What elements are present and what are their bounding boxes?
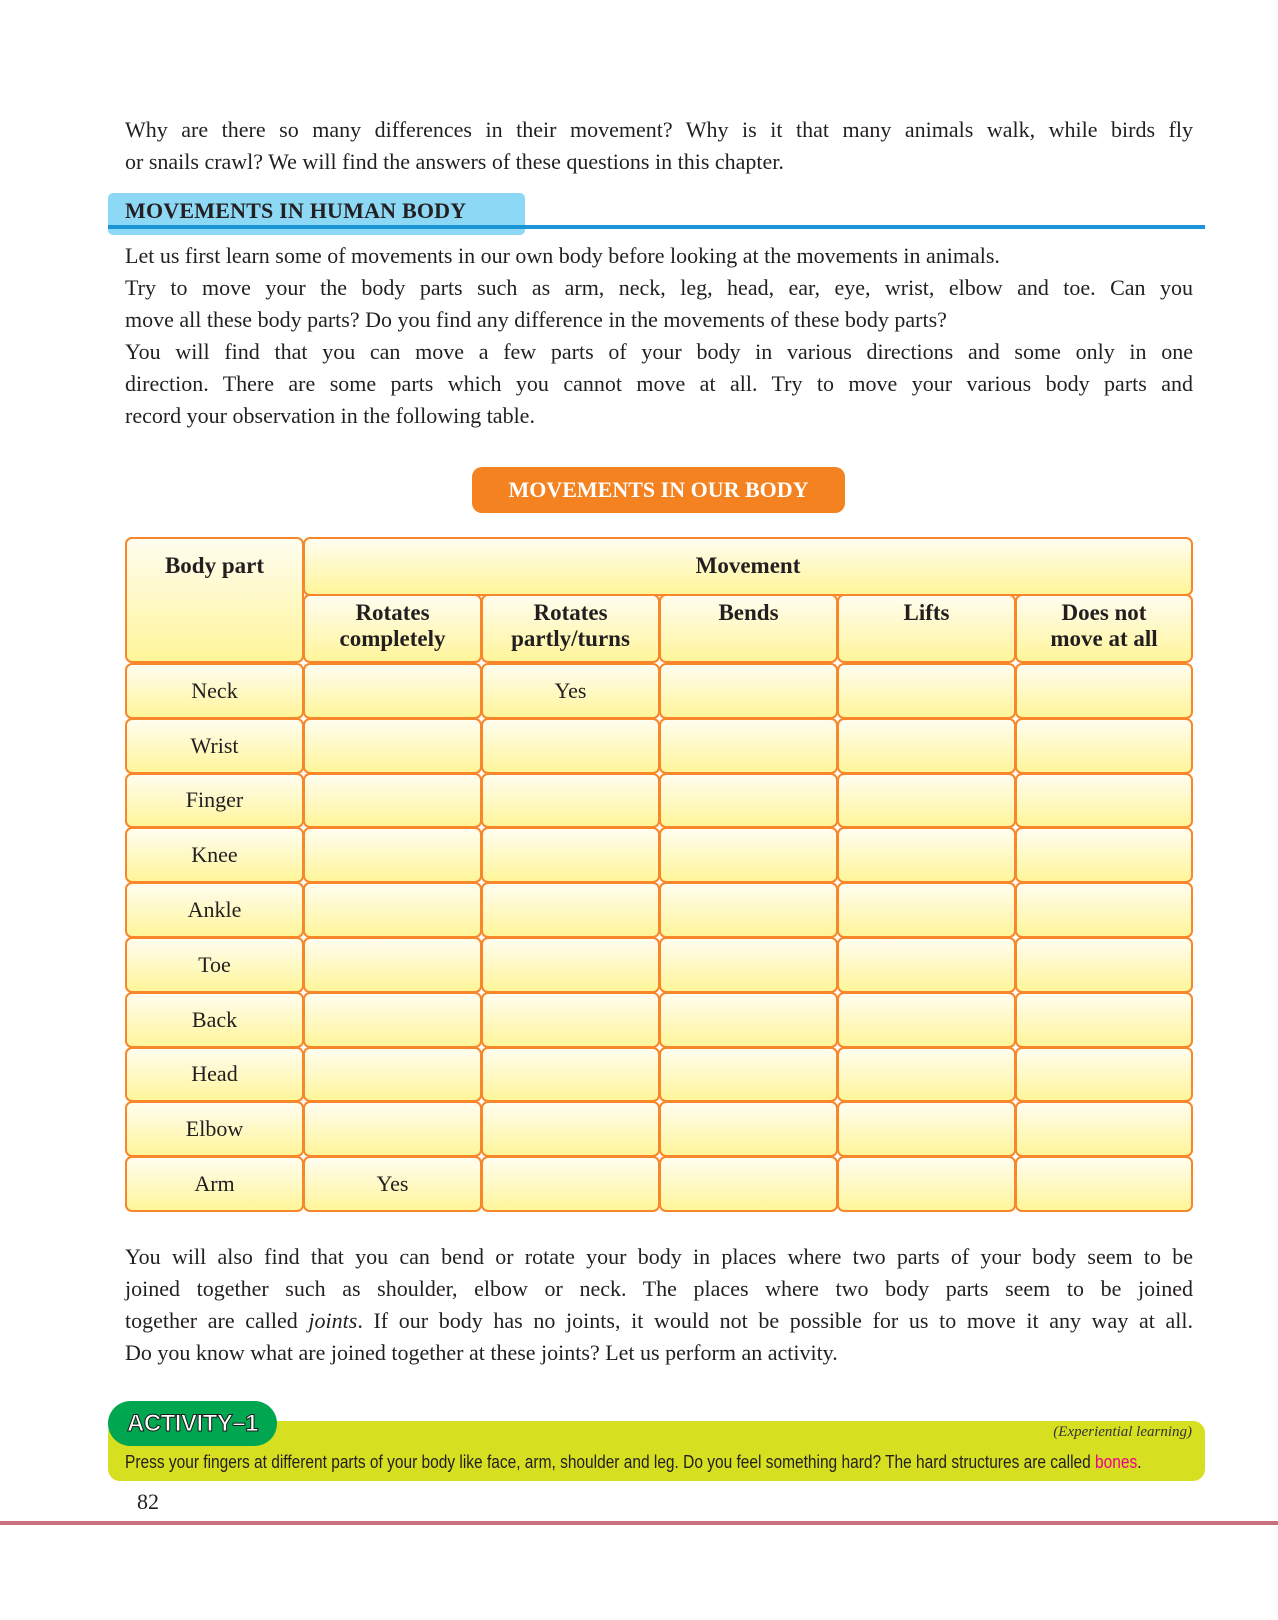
section-heading-rule xyxy=(108,225,1205,229)
joints-line xyxy=(125,1305,1193,1337)
intro-line: or snails crawl? We will find the answers of these questions in this chapter. xyxy=(125,149,784,174)
body-part-label: Wrist xyxy=(190,732,239,758)
movement-cell[interactable] xyxy=(1015,882,1193,938)
column-header-line: Bends xyxy=(718,600,779,625)
movement-cell[interactable] xyxy=(837,827,1016,883)
movement-cell[interactable] xyxy=(481,718,660,774)
column-header-label xyxy=(1050,600,1157,652)
body-part-label: Ankle xyxy=(187,897,242,923)
movement-cell[interactable] xyxy=(659,1156,838,1212)
column-header xyxy=(659,594,838,663)
movement-cell[interactable] xyxy=(481,1101,660,1157)
column-header-line: partly/turns xyxy=(511,626,630,651)
column-header-line: move at all xyxy=(1050,626,1158,651)
body-part-label: Elbow xyxy=(185,1116,244,1142)
section-line: You will find that you can move a few parts of your body in various directions and some only in one xyxy=(125,339,1193,364)
header-movement-label: Movement xyxy=(695,553,801,578)
joints-term: joints xyxy=(308,1308,358,1333)
movement-cell[interactable] xyxy=(481,663,660,719)
column-header-label xyxy=(339,600,445,652)
movement-cell[interactable] xyxy=(303,718,482,774)
body-part-label: Head xyxy=(191,1061,238,1087)
section-line: Try to move your the body parts such as arm, neck, leg, head, ear, eye, wrist, elbow and toe. Can you xyxy=(125,275,1193,300)
table-title: MOVEMENTS IN OUR BODY xyxy=(472,467,845,513)
movement-cell[interactable] xyxy=(837,882,1016,938)
intro-paragraph xyxy=(125,114,1193,178)
movement-cell[interactable] xyxy=(1015,1101,1193,1157)
movement-cell[interactable] xyxy=(1015,1047,1193,1103)
section-paragraph xyxy=(125,240,1193,432)
column-header-line: Rotates xyxy=(533,600,608,625)
column-header xyxy=(1015,594,1193,663)
movement-cell[interactable] xyxy=(481,1047,660,1103)
movements-table xyxy=(125,537,1193,1211)
column-header-label xyxy=(718,600,778,626)
movement-cell[interactable] xyxy=(1015,663,1193,719)
body-part-cell xyxy=(125,882,304,938)
page-number: 82 xyxy=(137,1489,159,1514)
activity-tag: (Experiential learning) xyxy=(1053,1424,1192,1440)
joints-text: . If our body has no joints, it would not be possible for us to move it any way at all. xyxy=(357,1308,1193,1333)
column-header-line: Does not xyxy=(1061,600,1147,625)
movement-cell[interactable] xyxy=(837,1101,1016,1157)
movement-cell[interactable] xyxy=(303,992,482,1048)
body-part-cell xyxy=(125,663,304,719)
section-line: move all these body parts? Do you find any difference in the movements of these body parts? xyxy=(125,307,947,332)
activity-end: . xyxy=(1137,1452,1142,1472)
activity-text xyxy=(125,1449,1142,1475)
movement-cell[interactable] xyxy=(659,1047,838,1103)
movement-cell[interactable] xyxy=(659,663,838,719)
movement-value: Yes xyxy=(376,1171,409,1197)
movement-value: Yes xyxy=(554,677,587,703)
joints-text: together are called xyxy=(125,1308,309,1333)
column-header xyxy=(837,594,1016,663)
activity-highlight: bones xyxy=(1095,1452,1138,1472)
movement-cell[interactable] xyxy=(837,992,1016,1048)
header-movement xyxy=(303,537,1193,596)
joints-paragraph xyxy=(125,1241,1193,1369)
joints-line: Do you know what are joined together at these joints? Let us perform an activity. xyxy=(125,1340,838,1365)
body-part-cell xyxy=(125,718,304,774)
section-line: Let us first learn some of movements in our own body before looking at the movements in animals. xyxy=(125,243,1000,268)
movement-cell[interactable] xyxy=(481,992,660,1048)
section-line: record your observation in the following table. xyxy=(125,403,535,428)
column-header-line: completely xyxy=(339,626,446,651)
body-part-label: Toe xyxy=(198,951,231,977)
movement-cell[interactable] xyxy=(303,1101,482,1157)
movement-cell[interactable] xyxy=(659,882,838,938)
movement-cell[interactable] xyxy=(659,1101,838,1157)
movement-cell[interactable] xyxy=(837,1156,1016,1212)
column-header xyxy=(303,594,482,663)
movement-cell[interactable] xyxy=(1015,992,1193,1048)
column-header-label xyxy=(904,600,950,626)
movement-cell[interactable] xyxy=(659,827,838,883)
body-part-label: Arm xyxy=(194,1171,235,1197)
movement-cell[interactable] xyxy=(481,937,660,993)
joints-line: joined together such as shoulder, elbow or neck. The places where two body parts seem to be joined xyxy=(125,1276,1193,1301)
activity-instruction: Press your fingers at different parts of your body like face, arm, shoulder and leg. Do you feel something hard? The hard structures are called xyxy=(125,1452,1096,1472)
movement-cell[interactable] xyxy=(303,663,482,719)
movement-cell[interactable] xyxy=(1015,937,1193,993)
body-part-cell xyxy=(125,1047,304,1103)
movement-cell[interactable] xyxy=(303,1047,482,1103)
movement-cell[interactable] xyxy=(303,827,482,883)
movement-cell[interactable] xyxy=(659,773,838,829)
movement-cell[interactable] xyxy=(303,773,482,829)
movement-cell[interactable] xyxy=(1015,1156,1193,1212)
header-body-part-label: Body part xyxy=(164,553,265,578)
movement-cell[interactable] xyxy=(481,1156,660,1212)
movement-cell[interactable] xyxy=(303,937,482,993)
movement-cell[interactable] xyxy=(303,882,482,938)
bottom-rule xyxy=(0,1521,1278,1525)
body-part-label: Back xyxy=(191,1006,238,1032)
movement-cell[interactable] xyxy=(659,718,838,774)
body-part-cell xyxy=(125,773,304,829)
column-header-label xyxy=(511,600,630,652)
column-header xyxy=(481,594,660,663)
movement-cell[interactable] xyxy=(481,773,660,829)
column-header-line: Lifts xyxy=(903,600,950,625)
body-part-label: Knee xyxy=(191,842,238,868)
body-part-cell xyxy=(125,827,304,883)
intro-line: Why are there so many differences in their movement? Why is it that many animals walk, while birds fly xyxy=(125,117,1193,142)
movement-cell[interactable] xyxy=(481,882,660,938)
movement-cell[interactable] xyxy=(837,1047,1016,1103)
section-heading: MOVEMENTS IN HUMAN BODY xyxy=(125,198,467,223)
section-line: direction. There are some parts which you cannot move at all. Try to move your various body parts and xyxy=(125,371,1193,396)
activity-label: ACTIVITY–1 xyxy=(108,1401,277,1446)
movement-cell[interactable] xyxy=(659,937,838,993)
header-body-part xyxy=(125,537,304,663)
movement-cell[interactable] xyxy=(1015,718,1193,774)
movement-cell[interactable] xyxy=(1015,773,1193,829)
joints-line: You will also find that you can bend or rotate your body in places where two parts of your body seem to be xyxy=(125,1244,1193,1269)
column-header-line: Rotates xyxy=(355,600,430,625)
movement-cell[interactable] xyxy=(837,937,1016,993)
body-part-label: Neck xyxy=(191,677,238,703)
body-part-cell xyxy=(125,1101,304,1157)
movement-cell[interactable] xyxy=(837,773,1016,829)
body-part-cell xyxy=(125,937,304,993)
body-part-label: Finger xyxy=(185,787,244,813)
movement-cell[interactable] xyxy=(659,992,838,1048)
movement-cell[interactable] xyxy=(303,1156,482,1212)
movement-cell[interactable] xyxy=(1015,827,1193,883)
body-part-cell xyxy=(125,992,304,1048)
movement-cell[interactable] xyxy=(837,718,1016,774)
movement-cell[interactable] xyxy=(837,663,1016,719)
body-part-cell xyxy=(125,1156,304,1212)
movement-cell[interactable] xyxy=(481,827,660,883)
